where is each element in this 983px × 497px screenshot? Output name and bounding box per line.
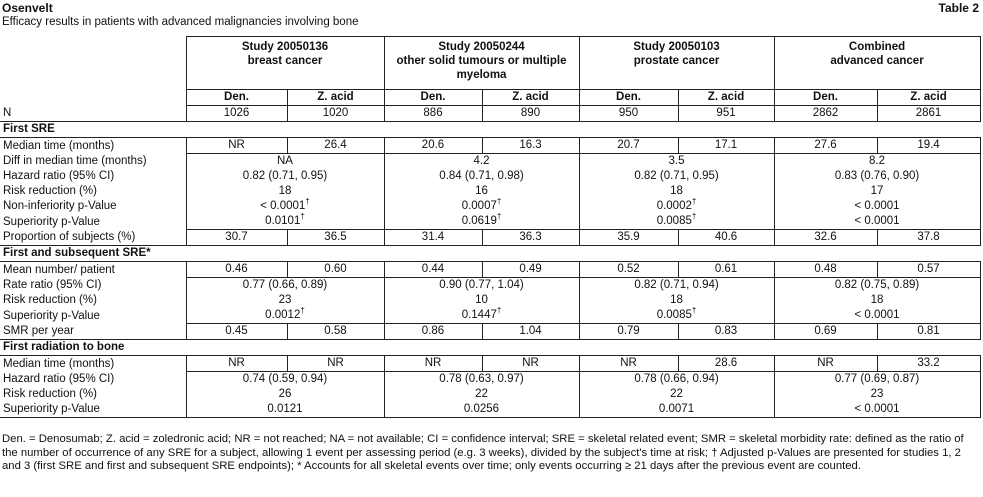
table-number: Table 2 <box>938 1 979 15</box>
arm-zacid: Z. acid <box>877 90 980 106</box>
table-row: Risk reduction (%) 23 10 18 18 <box>0 293 980 308</box>
arm-den: Den. <box>186 90 287 106</box>
n-row: N 1026 1020 886 890 950 951 2862 2861 <box>0 106 980 122</box>
table-row: Mean number/ patient 0.46 0.60 0.44 0.49 0.52 0.61 0.48 0.57 <box>0 262 980 278</box>
table-row: Rate ratio (95% CI) 0.77 (0.66, 0.89) 0.90 (0.77, 1.04) 0.82 (0.71, 0.94) 0.82 (0.75, 0.89) <box>0 278 980 294</box>
table-header <box>2 1 981 29</box>
section-radiation <box>0 340 980 356</box>
row-label: N <box>3 107 12 119</box>
section-subsequent-sre <box>0 246 980 262</box>
table-row: Risk reduction (%) 26 22 22 23 <box>0 387 980 402</box>
arm-zacid: Z. acid <box>482 90 579 106</box>
table-row: Non-inferiority p-Value < 0.0001† 0.0007† 0.0002† < 0.0001 <box>0 199 980 214</box>
table-row: Diff in median time (months) NA 4.2 3.5 8.2 <box>0 154 980 170</box>
study-combined-header: Combined advanced cancer <box>774 37 980 90</box>
table-row: Hazard ratio (95% CI) 0.74 (0.59, 0.94) 0.78 (0.63, 0.97) 0.78 (0.66, 0.94) 0.77 (0.69, 0.87) <box>0 372 980 388</box>
study-header-row <box>0 37 980 90</box>
table-row: Proportion of subjects (%) 30.7 36.5 31.4 36.3 35.9 40.6 32.6 37.8 <box>0 230 980 246</box>
table-subtitle: Efficacy results in patients with advanced malignancies involving bone <box>2 16 359 28</box>
arm-header-row <box>0 90 980 106</box>
table-row: Risk reduction (%) 18 16 18 17 <box>0 184 980 199</box>
arm-den: Den. <box>774 90 877 106</box>
arm-den: Den. <box>384 90 482 106</box>
brand-name: Osenvelt <box>2 1 53 15</box>
section-heading: First and subsequent SRE* <box>0 246 980 262</box>
table-row: Superiority p-Value 0.0121 0.0256 0.0071 < 0.0001 <box>0 402 980 418</box>
table-row: Median time (months) NR NR NR NR NR 28.6 NR 33.2 <box>0 356 980 372</box>
section-heading: First SRE <box>0 122 980 138</box>
study-3-header: Study 20050103 prostate cancer <box>579 37 774 90</box>
arm-zacid: Z. acid <box>287 90 384 106</box>
section-heading: First radiation to bone <box>0 340 980 356</box>
table-row: Superiority p-Value 0.0012† 0.1447† 0.0085† < 0.0001 <box>0 308 980 324</box>
table-row: SMR per year 0.45 0.58 0.86 1.04 0.79 0.83 0.69 0.81 <box>0 324 980 340</box>
table-row: Median time (months) NR 26.4 20.6 16.3 20.7 17.1 27.6 19.4 <box>0 138 980 154</box>
arm-zacid: Z. acid <box>678 90 774 106</box>
efficacy-table <box>0 36 981 418</box>
study-1-header: Study 20050136 breast cancer <box>186 37 384 90</box>
table-footnote: Den. = Denosumab; Z. acid = zoledronic acid; NR = not reached; NA = not available; CI = confidence interval; SRE = skeletal related event; SMR = skeletal morbidity rate: defined as the ratio of the number of occurrence of any SRE for a subject, allowing 1 event per assessing period (e.g. 3 weeks), divided by the subject's time at risk; † Adjusted p-Values are presented for studies 1, 2 and 3 (first SRE and first and subsequent SRE endpoints); * Accounts for all skeletal events over time; only events occurring ≥ 21 days after the previous event are counted. <box>2 433 964 472</box>
study-2-header: Study 20050244 other solid tumours or multiple myeloma <box>384 37 579 90</box>
table-row: Hazard ratio (95% CI) 0.82 (0.71, 0.95) 0.84 (0.71, 0.98) 0.82 (0.71, 0.95) 0.83 (0.76, 0.90) <box>0 169 980 184</box>
arm-den: Den. <box>579 90 678 106</box>
table-row: Superiority p-Value 0.0101† 0.0619† 0.0085† < 0.0001 <box>0 214 980 230</box>
section-first-sre <box>0 122 980 138</box>
